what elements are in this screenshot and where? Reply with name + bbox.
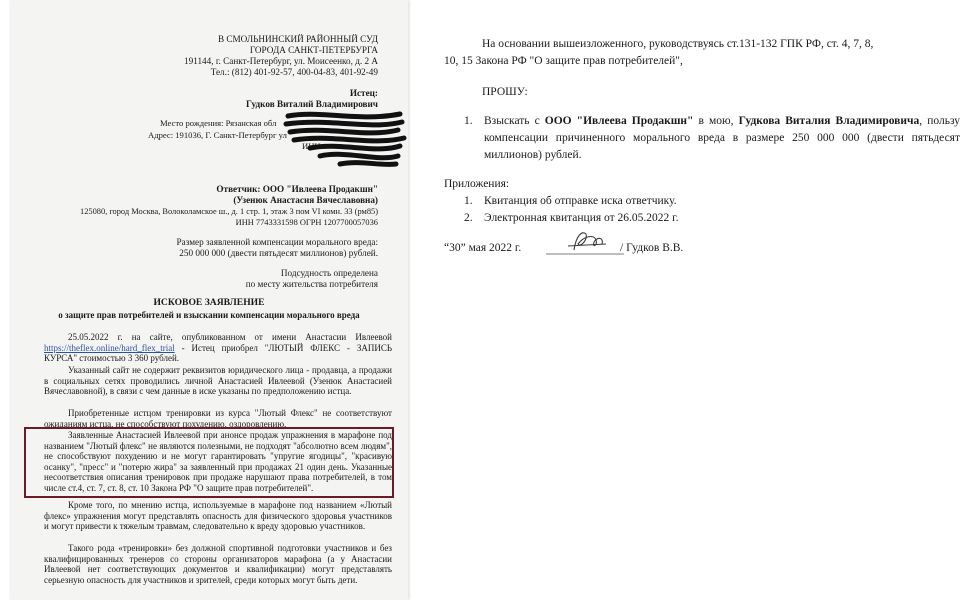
- jurisdiction-line: Подсудность определена: [280, 268, 378, 278]
- paragraph-seller: Указанный сайт не содержит реквизитов юридического лица - продавца, а продажи в социальных сетях проводились личной Анастасией Ивлеевой (Узенюк Анастасией Вячеславовной), в связи с чем данные в иске указаны по предположению истца.: [44, 365, 392, 397]
- basis-line: На основании вышеизложенного, руководствуясь ст.131-132 ГПК РФ, ст. 4, 7, 8,: [482, 38, 874, 50]
- court-address: 191144, г. Санкт-Петербург, ул. Моисеенко, д. 2 А: [184, 56, 378, 66]
- paragraph-highlighted: Заявленные Анастасией Ивлеевой при анонсе продаж упражнения в марафоне под названием "Лютый флекс" не являются полезными, не подходят "абсолютно всем людям", не способствуют похудению и не могут гарантировать "упругие ягодицы", "красивую осанку", "пресс" и "потерю жира" за заявленный при продажах 21 один день. Указанные несоответствия описания тренировок при продаже нарушают права потребителей, в том числе ст.4, ст. 7, ст. 8, ст. 10 Закона РФ "О защите прав потребителей".: [44, 430, 392, 493]
- defendant-inn: ИНН 7743331598 ОГРН 1207700057036: [235, 218, 378, 227]
- court-line: В СМОЛЬНИНСКИЙ РАЙОННЫЙ СУД: [217, 34, 378, 44]
- document-page-left: [10, 0, 408, 600]
- defendant-address: 125080, город Москва, Волоколамское ш., д. 1 стр. 1, этаж 3 пом VI комн. 33 (рм85): [80, 207, 378, 216]
- court-phone: Тел.: (812) 401-92-57, 400-04-83, 401-92-49: [210, 67, 378, 77]
- plaintiff-address: Адрес: 191036, Г. Санкт-Петербург ул: [148, 130, 287, 140]
- paragraph-trainings: Такого рода «тренировки» без должной спортивной подготовки участников и без квалифицированных тренеров со стороны организаторов марафона (а у Анастасии Ивлеевой нет соответствующих документов и квалификации) могут представлять серьезную опасность для участников и зрителей, среди которых могут быть дети.: [44, 543, 392, 585]
- court-line: ГОРОДА САНКТ-ПЕТЕРБУРГА: [249, 45, 378, 55]
- attachment-item: Электронная квитанция от 26.05.2022 г.: [484, 212, 679, 224]
- plaintiff-birth: Место рождения: Рязанская обл: [160, 118, 277, 128]
- defendant-name: Ответчик: ООО "Ивлеева Продакшн": [216, 184, 378, 194]
- attachment-number: 2.: [464, 212, 473, 224]
- paragraph-danger: Кроме того, по мнению истца, используемые в марафоне под названием «Лютый флекс» упражнения могут представлять опасность для физического здоровья участников и могут привести к тяжелым травмам, следовательно к вреду здоровью участников.: [44, 500, 392, 532]
- defendant-company: ООО "Ивлеева Продакшн": [544, 115, 694, 127]
- request-heading: ПРОШУ:: [482, 86, 528, 98]
- request-number: 1.: [464, 115, 473, 127]
- attachment-number: 1.: [464, 195, 473, 207]
- paragraph-text: - Истец приобрел "ЛЮТЫЙ ФЛЕКС - ЗАПИСЬ КУРСА" стоимостью 3 360 рублей.: [44, 342, 392, 364]
- plaintiff-inn: ИНН: [302, 141, 321, 151]
- document-subtitle: о защите прав потребителей и взыскании компенсации морального вреда: [58, 310, 360, 320]
- signature-name: / Гудков В.В.: [620, 242, 684, 254]
- document-date: “30” мая 2022 г.: [444, 242, 522, 254]
- claim-size-label: Размер заявленной компенсации морального вреда:: [176, 237, 378, 247]
- plaintiff-label: Истец:: [349, 88, 378, 98]
- request-item: Взыскать с ООО "Ивлеева Продакшн" в мою, Гудкова Виталия Владимировича, пользу компенсации причиненного морального вреда в размере 250 000 000 (двести пятьдесят миллионов) рублей.: [484, 115, 960, 161]
- defendant-person: (Узенюк Анастасия Вячеславовна): [233, 195, 378, 205]
- paragraph-text: 25.05.2022 г. на сайте, опубликованном от имени Анастасии Ивлеевой: [68, 332, 392, 342]
- highlight-frame: [24, 427, 394, 498]
- course-link[interactable]: https://theflex.online/hard_flex_trial: [44, 342, 175, 353]
- claim-size-value: 250 000 000 (двести пятьдесят миллионов) рублей.: [179, 248, 378, 258]
- basis-line: 10, 15 Закона РФ "О защите прав потребителей",: [444, 55, 683, 67]
- redaction-scribble: [280, 108, 408, 170]
- document-page-right: [420, 0, 968, 600]
- signature: [546, 226, 626, 258]
- attachments-heading: Приложения:: [444, 178, 510, 190]
- document-title: ИСКОВОЕ ЗАЯВЛЕНИЕ: [153, 297, 265, 308]
- paragraph-purchase: [44, 332, 392, 364]
- plaintiff-fullname: Гудкова Виталия Владимировича: [738, 115, 920, 127]
- paragraph-expectations: Приобретенные истцом тренировки из курса "Лютый Флекс" не соответствуют ожиданиям истца, не способствуют похудению, оздоровлению.: [44, 408, 392, 429]
- jurisdiction-line: по месту жительства потребителя: [245, 279, 378, 289]
- attachment-item: Квитанция об отправке иска ответчику.: [484, 195, 677, 207]
- plaintiff-name: Гудков Виталий Владимирович: [246, 99, 378, 109]
